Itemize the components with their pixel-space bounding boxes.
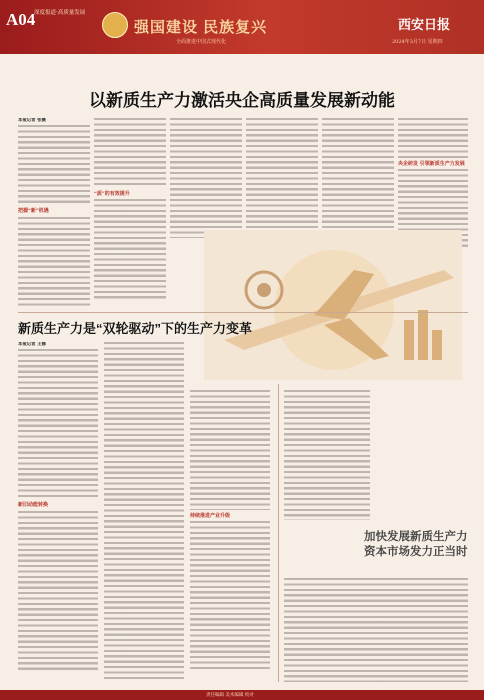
article1-column-2 xyxy=(94,118,166,310)
text-block xyxy=(322,118,394,228)
text-block xyxy=(190,521,270,671)
article3-body xyxy=(284,578,468,682)
text-block xyxy=(18,125,90,205)
national-emblem-icon xyxy=(102,12,128,38)
text-block xyxy=(104,342,184,682)
section-divider xyxy=(18,312,468,313)
article1-column-4 xyxy=(246,118,318,228)
article1-headline: 以新质生产力激活央企高质量发展新动能 xyxy=(89,91,395,110)
article3-column-1 xyxy=(284,390,370,520)
column-divider xyxy=(278,384,279,682)
issue-date: 2024年3月7日 星期四 xyxy=(392,39,443,45)
footer-text: 责任编辑 美术编辑 校对 xyxy=(206,693,254,698)
article2-byline: 本报记者 王娜 xyxy=(18,342,46,347)
article2-column-3 xyxy=(190,390,270,682)
banner-subtitle: 全面推进中国式现代化 xyxy=(176,39,227,45)
article2-column-1 xyxy=(18,342,98,682)
text-block xyxy=(398,118,468,158)
text-block xyxy=(18,349,98,499)
paper-name: 西安日报 xyxy=(398,17,451,32)
text-block xyxy=(94,199,166,299)
article1-column-3 xyxy=(170,118,242,238)
article2-subhead-2: 持续推进产业升级 xyxy=(190,513,231,519)
text-block xyxy=(284,390,370,520)
text-block xyxy=(190,390,270,510)
article2-headline: 新质生产力是“双轮驱动”下的生产力变革 xyxy=(18,321,253,336)
text-block xyxy=(246,118,318,228)
article1-subhead-1: 把握“新”机遇 xyxy=(18,208,49,215)
article1-column-5 xyxy=(322,118,394,228)
text-block xyxy=(18,217,90,307)
article1-subhead-3: 央企研发 引领新质生产力发展 xyxy=(398,161,465,167)
banner-title: 强国建设 民族复兴 xyxy=(134,19,268,36)
page-number: A04 xyxy=(6,10,36,29)
article1-byline: 本报记者 张薇 xyxy=(18,118,46,123)
text-block xyxy=(284,578,468,682)
text-block xyxy=(94,118,166,188)
article3-headline: 加快发展新质生产力 资本市场发力正当时 xyxy=(364,531,468,558)
article2-subhead-1: 新旧动能转换 xyxy=(18,502,49,509)
text-block xyxy=(18,511,98,671)
industry-illustration xyxy=(204,230,462,380)
article1-column-1 xyxy=(18,118,90,310)
article2-column-2 xyxy=(104,342,184,682)
article1-subhead-2: “质”的有效提升 xyxy=(94,191,130,197)
text-block xyxy=(170,118,242,238)
masthead-banner xyxy=(0,0,484,54)
section-label: 深度报道·高质量发展 xyxy=(34,10,86,16)
